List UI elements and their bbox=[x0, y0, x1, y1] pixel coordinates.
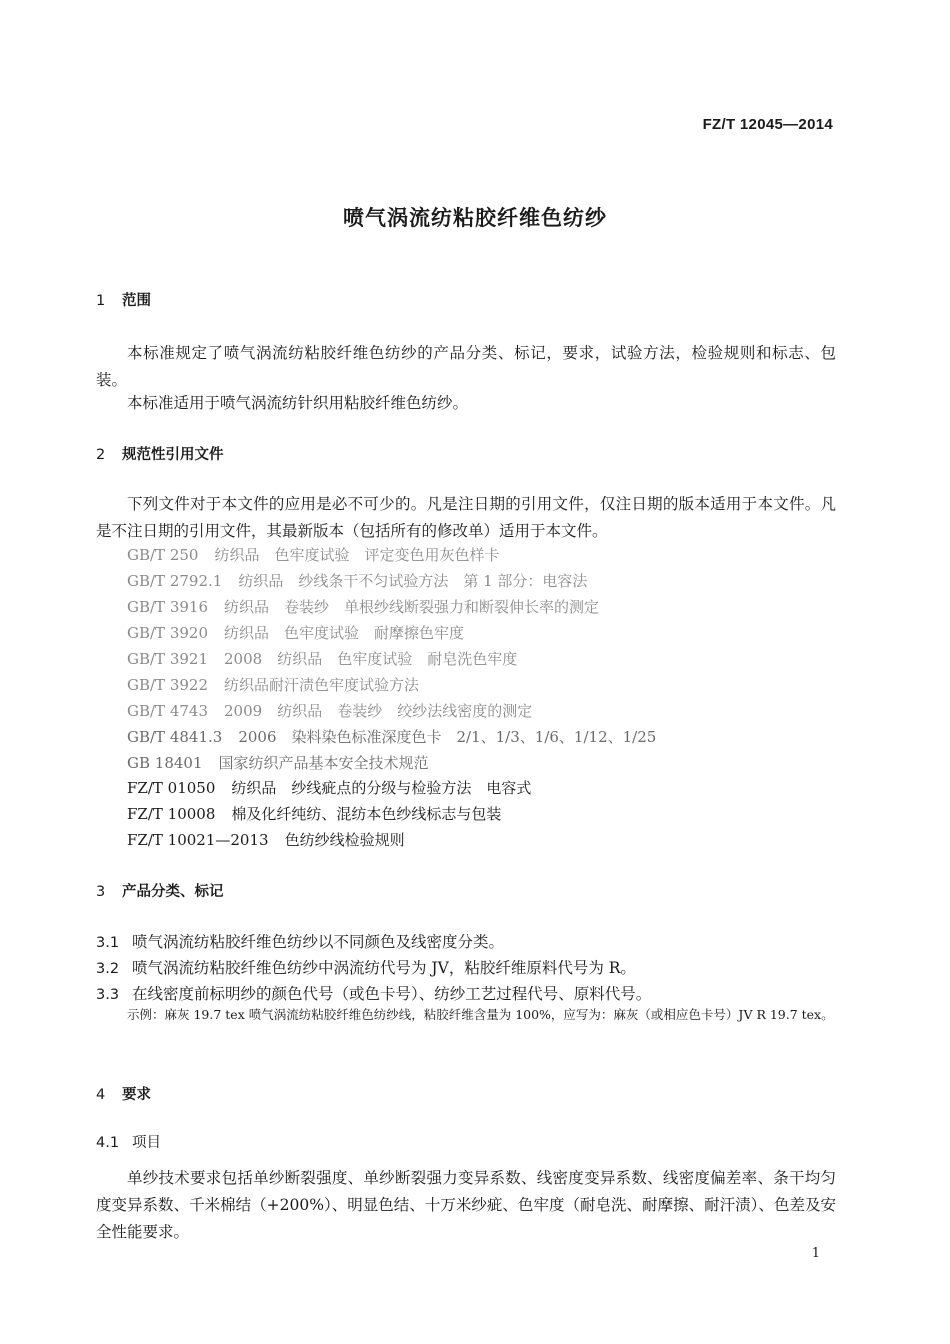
clause-text: 喷气涡流纺粘胶纤维色纺纱以不同颜色及线密度分类。 bbox=[132, 933, 505, 951]
reference-title: 纺织品 色牢度试验 耐摩擦色牢度 bbox=[224, 624, 465, 642]
clause-number: 3.2 bbox=[96, 961, 120, 977]
section-heading-text: 规范性引用文件 bbox=[122, 447, 224, 463]
reference-title: 国家纺织产品基本安全技术规范 bbox=[218, 754, 429, 772]
reference-item bbox=[127, 700, 532, 721]
section-heading-text: 产品分类、标记 bbox=[122, 884, 224, 900]
clause-3-2 bbox=[96, 956, 636, 978]
reference-code: GB/T 3921 bbox=[127, 650, 209, 668]
reference-title: 色纺纱线检验规则 bbox=[284, 831, 405, 849]
document-title: 喷气涡流纺粘胶纤维色纺纱 bbox=[343, 206, 607, 230]
clause-number: 3.3 bbox=[96, 987, 120, 1003]
reference-code: GB/T 250 bbox=[127, 546, 199, 564]
section-3-heading bbox=[96, 880, 224, 901]
reference-item bbox=[127, 777, 531, 798]
reference-title: 2006 染料染色标准深度色卡 2/1、1/3、1/6、1/12、1/25 bbox=[238, 728, 657, 746]
reference-code: GB/T 4841.3 bbox=[127, 728, 223, 746]
reference-code: GB/T 3920 bbox=[127, 624, 209, 642]
section-number: 1 bbox=[96, 293, 106, 309]
reference-title: 棉及化纤纯纺、混纺本色纱线标志与包装 bbox=[231, 805, 502, 823]
reference-item bbox=[127, 829, 405, 850]
reference-code: GB/T 3916 bbox=[127, 598, 209, 616]
reference-item bbox=[127, 726, 656, 747]
reference-item bbox=[127, 674, 419, 695]
reference-item bbox=[127, 622, 464, 643]
reference-item bbox=[127, 596, 599, 617]
reference-title: 纺织品 纱线疵点的分级与检验方法 电容式 bbox=[231, 779, 532, 797]
page-number: 1 bbox=[811, 1246, 820, 1261]
reference-title: 2008 纺织品 色牢度试验 耐皂洗色牢度 bbox=[224, 650, 518, 668]
section-heading-text: 范围 bbox=[122, 293, 151, 309]
reference-title: 纺织品耐汗渍色牢度试验方法 bbox=[224, 676, 420, 694]
reference-code: GB 18401 bbox=[127, 754, 203, 772]
reference-title: 纺织品 色牢度试验 评定变色用灰色样卡 bbox=[214, 546, 500, 564]
reference-title: 纺织品 纱线条干不匀试验方法 第 1 部分：电容法 bbox=[238, 572, 588, 590]
section-number: 3 bbox=[96, 884, 106, 900]
subsection-number: 4.1 bbox=[96, 1135, 120, 1151]
reference-code: GB/T 3922 bbox=[127, 676, 209, 694]
scope-paragraph-1: 本标准规定了喷气涡流纺粘胶纤维色纺纱的产品分类、标记，要求，试验方法，检验规则和标志、包装。 bbox=[96, 344, 836, 389]
section-number: 4 bbox=[96, 1087, 106, 1103]
section-heading-text: 要求 bbox=[122, 1087, 151, 1103]
clause-text: 在线密度前标明纱的颜色代号（或色卡号）、纺纱工艺过程代号、原料代号。 bbox=[132, 985, 652, 1003]
standard-code: FZ/T 12045—2014 bbox=[702, 116, 833, 133]
reference-item bbox=[127, 570, 587, 591]
reference-title: 2009 纺织品 卷装纱 绞纱法线密度的测定 bbox=[224, 702, 533, 720]
reference-code: FZ/T 10008 bbox=[127, 805, 216, 823]
reference-item bbox=[127, 803, 501, 824]
reference-item bbox=[127, 648, 517, 669]
clause-3-1 bbox=[96, 930, 504, 952]
section-2-heading bbox=[96, 443, 224, 464]
clause-3-3 bbox=[96, 982, 651, 1004]
clause-number: 3.1 bbox=[96, 935, 120, 951]
example-note: 示例：麻灰 19.7 tex 喷气涡流纺粘胶纤维色纺纱线，粘胶纤维含量为 100%，应写为：麻灰（或相应色卡号）JV R 19.7 tex。 bbox=[127, 1007, 834, 1022]
reference-code: FZ/T 01050 bbox=[127, 779, 216, 797]
reference-code: GB/T 4743 bbox=[127, 702, 209, 720]
subsection-heading-text: 项目 bbox=[132, 1135, 161, 1151]
section-number: 2 bbox=[96, 447, 106, 463]
section-4-heading bbox=[96, 1083, 151, 1104]
reference-item bbox=[127, 752, 429, 773]
clause-text: 喷气涡流纺粘胶纤维色纺纱中涡流纺代号为 JV，粘胶纤维原料代号为 R。 bbox=[132, 959, 636, 977]
section-1-heading bbox=[96, 289, 151, 310]
reference-code: GB/T 2792.1 bbox=[127, 572, 223, 590]
reference-item bbox=[127, 544, 499, 565]
requirements-paragraph: 单纱技术要求包括单纱断裂强度、单纱断裂强力变异系数、线密度变异系数、线密度偏差率、条干均匀度变异系数、千米棉结（+200%）、明显色结、十万米纱疵、色牢度（耐皂洗、耐摩擦、耐汗渍）、色差及安全性能要求。 bbox=[96, 1169, 836, 1241]
reference-code: FZ/T 10021—2013 bbox=[127, 831, 269, 849]
reference-title: 纺织品 卷装纱 单根纱线断裂强力和断裂伸长率的测定 bbox=[224, 598, 600, 616]
scope-paragraph-2: 本标准适用于喷气涡流纺针织用粘胶纤维色纺纱。 bbox=[127, 394, 469, 412]
subsection-4-1-heading bbox=[96, 1131, 161, 1152]
references-intro: 下列文件对于本文件的应用是必不可少的。凡是注日期的引用文件，仅注日期的版本适用于本文件。凡是不注日期的引用文件，其最新版本（包括所有的修改单）适用于本文件。 bbox=[96, 495, 836, 540]
